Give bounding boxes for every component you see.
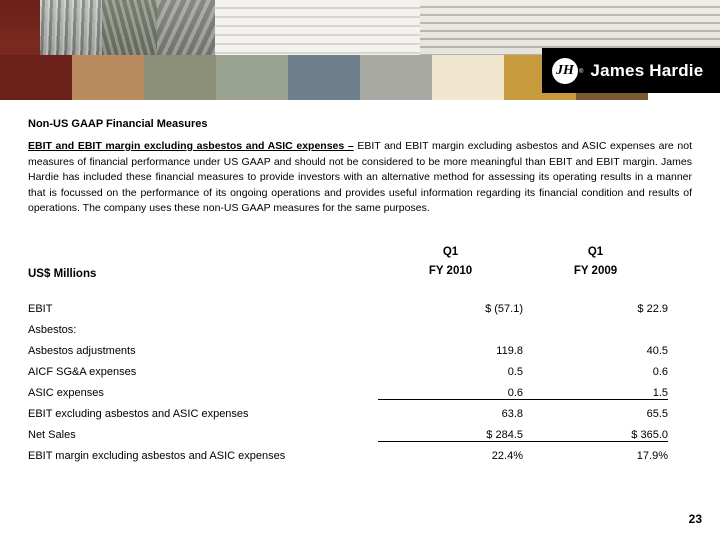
table-cell: $ 22.9 — [637, 303, 668, 315]
table-cell: 40.5 — [646, 345, 668, 357]
table-header-row-2 — [28, 261, 668, 280]
table-cell: $ (57.1) — [485, 303, 523, 315]
table-head — [28, 242, 668, 294]
column-header-1-line2: FY 2010 — [428, 265, 473, 277]
table-cell: $ 365.0 — [631, 428, 668, 441]
table-row — [28, 399, 668, 420]
section-title: Non-US GAAP Financial Measures — [28, 118, 208, 130]
header-banner — [0, 0, 720, 100]
table-header-row-1 — [28, 242, 668, 261]
table-row — [28, 441, 668, 462]
column-header-2-line2: FY 2009 — [573, 265, 618, 277]
table-body — [28, 294, 668, 462]
table-cell: 17.9% — [523, 441, 668, 462]
table-cell: $ 284.5 — [486, 428, 523, 441]
column-header-1-line1: Q1 — [442, 246, 459, 258]
body-content — [28, 118, 692, 217]
chip-darkred — [0, 55, 72, 100]
table-cell: 0.5 — [507, 366, 523, 378]
paragraph-body: EBIT and EBIT margin excluding asbestos and ASIC expenses are not measures of financial performance under US GAAP and should not be considered to be more meaningful than EBIT and EBIT margin. James Hardie has included these financial measures to provide investors with an alternative method for assessing its operating results in a manner that is focussed on the performance of its ongoing operations and provides useful information regarding its financial condition and results of operations. The company uses these non-US GAAP measures for the same purposes. — [28, 140, 692, 214]
table-row — [28, 357, 668, 378]
row-label: EBIT margin excluding asbestos and ASIC expenses — [28, 450, 286, 462]
chip-grey — [360, 55, 432, 100]
chip-sage — [216, 55, 288, 100]
section-paragraph — [28, 139, 692, 217]
table-row — [28, 420, 668, 441]
table-row — [28, 378, 668, 399]
table-row — [28, 336, 668, 357]
row-label: Asbestos adjustments — [28, 345, 136, 357]
table-row — [28, 315, 668, 336]
table-cell: 22.4% — [378, 441, 523, 462]
row-label: Asbestos: — [28, 324, 77, 336]
table-row — [28, 294, 668, 315]
table-cell: 65.5 — [523, 399, 668, 420]
logo-mark-icon: JH — [552, 58, 578, 84]
financial-table-wrap — [28, 242, 692, 462]
chip-olive — [144, 55, 216, 100]
table-cell: 1.5 — [652, 386, 668, 399]
logo-wordmark: James Hardie — [590, 60, 704, 80]
table-cell: 119.8 — [496, 345, 523, 357]
chip-slate — [288, 55, 360, 100]
row-label: EBIT — [28, 303, 53, 315]
header-spacer — [28, 242, 378, 261]
row-label: Net Sales — [28, 429, 76, 441]
page-number: 23 — [688, 512, 702, 526]
row-label: ASIC expenses — [28, 387, 104, 399]
row-label-header: US$ Millions — [28, 268, 97, 280]
financial-table — [28, 242, 668, 462]
chip-cream — [432, 55, 504, 100]
row-label: EBIT excluding asbestos and ASIC expenses — [28, 408, 249, 420]
header-gap-row — [28, 280, 668, 294]
table-cell: 0.6 — [507, 386, 523, 399]
table-cell — [378, 315, 523, 336]
table-cell — [523, 315, 668, 336]
row-label: AICF SG&A expenses — [28, 366, 137, 378]
company-logo — [542, 48, 720, 93]
trademark-symbol: ® — [579, 68, 584, 75]
table-cell: 63.8 — [378, 399, 523, 420]
column-header-2-line1: Q1 — [587, 246, 604, 258]
table-cell: 0.6 — [652, 366, 668, 378]
chip-tan — [72, 55, 144, 100]
paragraph-lead: EBIT and EBIT margin excluding asbestos and ASIC expenses – — [28, 140, 354, 152]
